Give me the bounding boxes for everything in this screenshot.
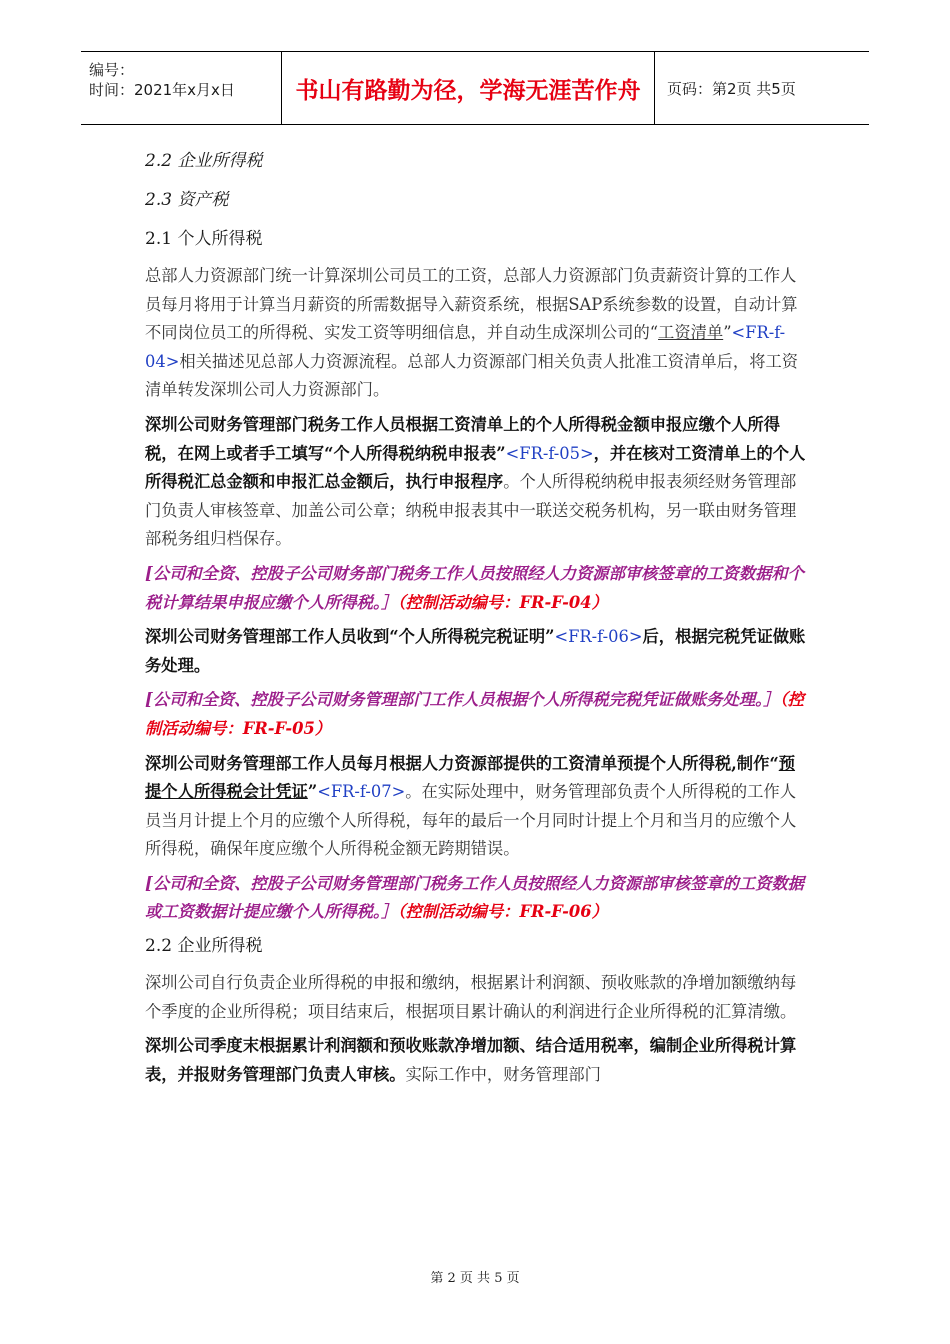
paragraph-2: 深圳公司财务管理部门税务工作人员根据工资清单上的个人所得税金额申报应缴个人所得税，在网上或者手工填写“个人所得税纳税申报表”<FR-f-05>，并在核对工资清单上的个人所得税汇总金额和申报汇总金额后，执行申报程序。个人所得税纳税申报表须经财务管理部门负责人审核签章、加盖公司公章；纳税申报表其中一联送交税务机构，另一联由财务管理部税务组归档保存。	[145, 414, 806, 549]
form-ref: <FR-f-04>	[145, 323, 786, 371]
form-ref: <FR-f-07>	[317, 782, 406, 802]
control-activity-note: [公司和全资、控股子公司财务部门税务工作人员按照经人力资源部审核签章的工资数据和个税计算结果申报应缴个人所得税。］（控制活动编号：FR-F-04）	[145, 563, 804, 612]
header-page-info: 页码：第2页 共5页	[667, 79, 796, 98]
paragraph-1: 总部人力资源部门统一计算深圳公司员工的工资，总部人力资源部门负责薪资计算的工作人员每月将用于计算当月薪资的所需数据导入薪资系统，根据SAP系统参数的设置，自动计算不同岗位员工的所得税、实发工资等明细信息，并自动生成深圳公司的“工资清单”<FR-f-04>相关描述见总部人力资源流程。总部人力资源部门相关负责人批准工资清单后，将工资清单转发深圳公司人力资源部门。	[145, 266, 799, 400]
doc-link-voucher[interactable]: 预提个人所得税会计凭证	[145, 753, 796, 802]
header-meta	[81, 52, 281, 124]
control-code: （控制活动编号：FR-F-05）	[145, 690, 804, 738]
section-heading-2-2: 2.2 企业所得税	[145, 936, 263, 957]
time-label: 时间：2021年x月x日	[89, 81, 235, 99]
paragraph-5: 深圳公司自行负责企业所得税的申报和缴纳，根据累计利润额、预收账款的净增加额缴纳每个季度的企业所得税；项目结束后，根据项目累计确认的利润进行企业所得税的汇算清缴。	[145, 973, 797, 1021]
page-header	[81, 51, 869, 125]
control-activity-note: [公司和全资、控股子公司财务管理部门工作人员根据个人所得税完税凭证做账务处理。］（控制活动编号：FR-F-05）	[145, 690, 804, 738]
paragraph-3: 深圳公司财务管理部工作人员收到“个人所得税完税证明”<FR-f-06>后，根据完税凭证做账务处理。	[145, 627, 806, 675]
doc-link-payroll[interactable]: 工资清单	[658, 323, 724, 343]
control-code: （控制活动编号：FR-F-06）	[397, 902, 608, 922]
toc-item: 2.2 企业所得税	[145, 151, 263, 171]
paragraph-6: 深圳公司季度末根据累计利润额和预收账款净增加额、结合适用税率，编制企业所得税计算表，并报财务管理部门负责人审核。实际工作中，财务管理部门	[145, 1036, 797, 1084]
document-body	[145, 148, 810, 1095]
toc-item: 2.3 资产税	[145, 190, 229, 210]
page-footer: 第 2 页 共 5 页	[430, 1271, 520, 1286]
control-code: （控制活动编号：FR-F-04）	[397, 592, 608, 612]
header-motto: 书山有路勤为径，学海无涯苦作舟	[281, 52, 655, 124]
section-heading-2-1: 2.1 个人所得税	[145, 229, 263, 249]
form-ref: <FR-f-05>	[505, 443, 594, 463]
paragraph-4: 深圳公司财务管理部工作人员每月根据人力资源部提供的工资清单预提个人所得税,制作“预提个人所得税会计凭证”<FR-f-07>。在实际处理中，财务管理部负责个人所得税的工作人员当月计提上个月的应缴个人所得税，每年的最后一个月同时计提上个月和当月的应缴个人所得税，确保年度应缴个人所得税金额无跨期错误。	[145, 753, 797, 859]
control-activity-note: [公司和全资、控股子公司财务管理部门税务工作人员按照经人力资源部审核签章的工资数据或工资数据计提应缴个人所得税。］（控制活动编号：FR-F-06）	[145, 873, 804, 922]
form-ref: <FR-f-06>	[554, 627, 643, 647]
number-label: 编号：	[89, 61, 135, 79]
